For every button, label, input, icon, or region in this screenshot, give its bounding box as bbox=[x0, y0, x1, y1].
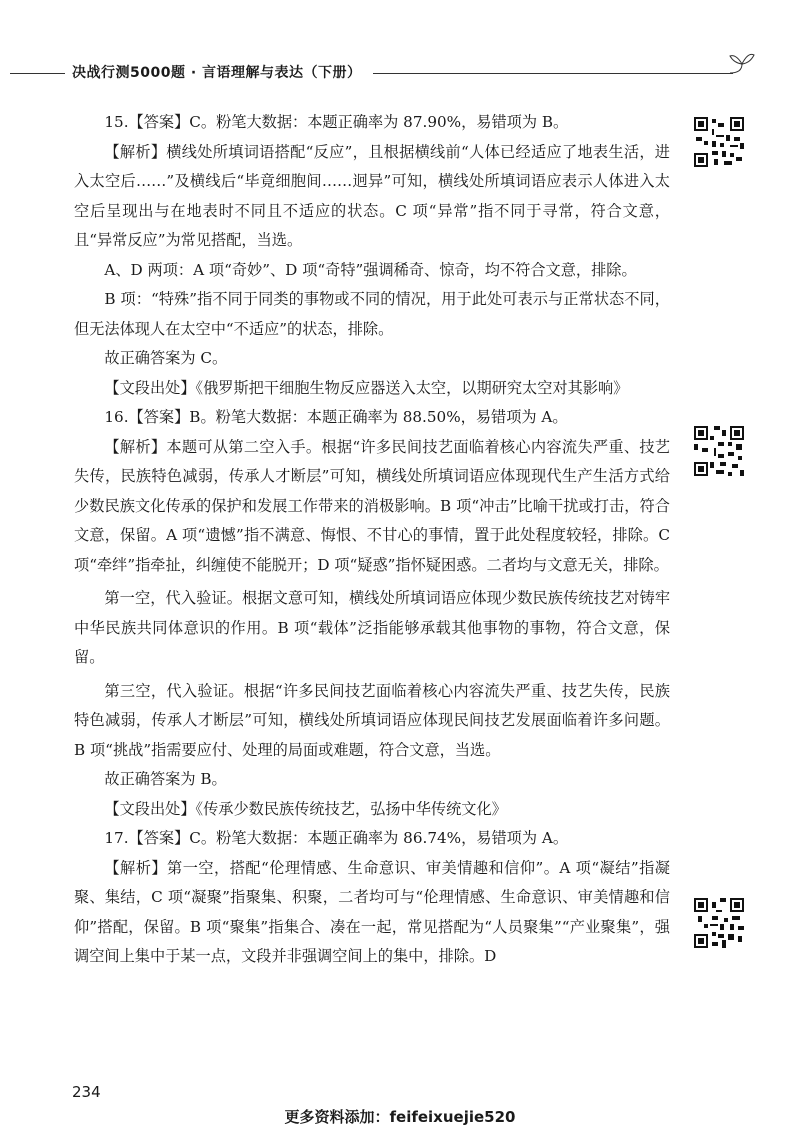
q17-analysis: 【解析】第一空，搭配“伦理情感、生命意识、审美情趣和信仰”。A 项“凝结”指凝聚、集结，C 项“凝聚”指聚集、积聚，二者均可与“伦理情感、生命意识、审美情趣和信仰”搭配，保留。B 项“聚集”指集合、凑在一起，常见搭配为“人员聚集”“产业聚集”，强调空间上集中于某一点，文段并非强调空间上的集中，排除。D bbox=[74, 858, 670, 965]
answer-explanations bbox=[74, 108, 670, 972]
q15-answer-line: 15.【答案】C。粉笔大数据：本题正确率为 87.90%，易错项为 B。 bbox=[104, 113, 569, 131]
header-rule-left bbox=[10, 73, 65, 74]
q15-options-ad: A、D 两项：A 项“奇妙”、D 项“奇特”强调稀奇、惊奇，均不符合文意，排除。 bbox=[104, 260, 637, 279]
header-title: 决战行测5000题 · 言语理解与表达（下册） bbox=[72, 65, 362, 81]
running-header bbox=[0, 58, 800, 88]
q16-blank-one: 第一空，代入验证。根据文意可知，横线处所填词语应体现少数民族传统技艺对铸牢中华民族共同体意识的作用。B 项“载体”泛指能够承载其他事物的事物，符合文意，保留。 bbox=[74, 589, 670, 666]
q17-answer-line: 17.【答案】C。粉笔大数据：本题正确率为 86.74%，易错项为 A。 bbox=[104, 829, 569, 847]
qr-code-icon bbox=[694, 117, 744, 167]
q16-answer-line: 16.【答案】B。粉笔大数据：本题正确率为 88.50%，易错项为 A。 bbox=[104, 408, 568, 426]
footer-note: 更多资料添加：feifeixuejie520 bbox=[284, 1108, 516, 1126]
q16-analysis: 【解析】本题可从第二空入手。根据“许多民间技艺面临着核心内容流失严重、技艺失传，民族特色减弱，传承人才断层”可知，横线处所填词语应体现现代生产生活方式给少数民族文化传承的保护和发展工作带来的消极影响。B 项“冲击”比喻干扰或打击，符合文意，保留。A 项“遗憾”指不满意、悔恨、不甘心的事情，置于此处程度较轻，排除。C 项“牵绊”指牵扯，纠缠使不能脱开；D 项“疑惑”指怀疑困惑。二者均与文意无关，排除。 bbox=[74, 437, 670, 574]
header-rule-right bbox=[373, 73, 733, 74]
q15-analysis: 【解析】横线处所填词语搭配“反应”，且根据横线前“人体已经适应了地表生活，进入太空后……”及横线后“毕竟细胞间……迥异”可知，横线处所填词语应表示人体进入太空后呈现出与在地表时不同且不适应的状态。C 项“异常”指不同于寻常，符合文意，且“异常反应”为常见搭配，当选。 bbox=[74, 142, 670, 249]
q16-conclusion: 故正确答案为 B。 bbox=[104, 770, 227, 788]
sprout-icon bbox=[728, 50, 756, 78]
q15-source: 【文段出处】《俄罗斯把干细胞生物反应器送入太空，以期研究太空对其影响》 bbox=[104, 378, 629, 397]
q16-blank-three: 第三空，代入验证。根据“许多民间技艺面临着核心内容流失严重、技艺失传，民族特色减弱，传承人才断层”可知，横线处所填词语应体现民间技艺发展面临着许多问题。B 项“挑战”指需要应付、处理的局面或难题，符合文意，当选。 bbox=[74, 681, 670, 759]
q15-option-b: B 项：“特殊”指不同于同类的事物或不同的情况，用于此处可表示与正常状态不同，但无法体现人在太空中“不适应”的状态，排除。 bbox=[74, 290, 670, 338]
page-number: 234 bbox=[72, 1083, 101, 1101]
q15-conclusion: 故正确答案为 C。 bbox=[104, 349, 228, 367]
qr-code-icon bbox=[694, 898, 744, 948]
qr-code-icon bbox=[694, 426, 744, 476]
q16-source: 【文段出处】《传承少数民族传统技艺，弘扬中华传统文化》 bbox=[104, 799, 507, 818]
